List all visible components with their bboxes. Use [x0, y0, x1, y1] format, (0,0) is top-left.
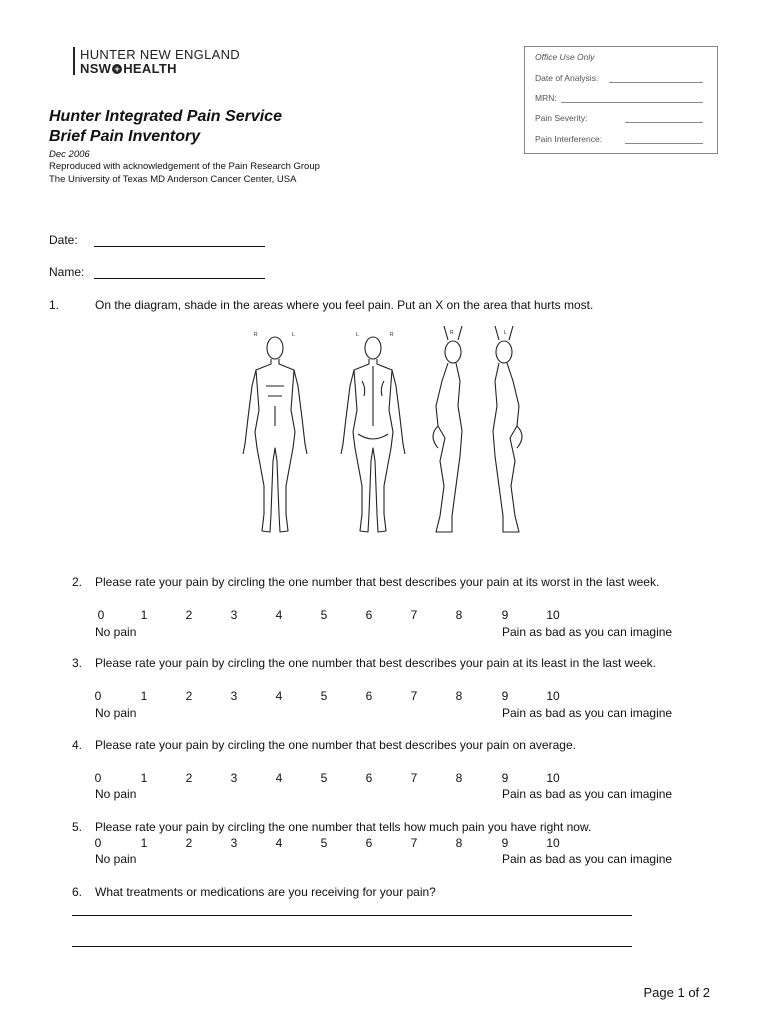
office-field-severity: Pain Severity: — [535, 113, 588, 123]
q5-option-3[interactable]: 3 — [230, 836, 238, 850]
q3-option-1[interactable]: 1 — [140, 689, 148, 703]
office-field-mrn: MRN: — [535, 93, 557, 103]
body-back-figure[interactable] — [341, 337, 405, 532]
q2-option-9[interactable]: 9 — [501, 608, 509, 622]
q5-option-2[interactable]: 2 — [185, 836, 193, 850]
q4-option-5[interactable]: 5 — [320, 771, 328, 785]
q3-option-9[interactable]: 9 — [501, 689, 509, 703]
q3-option-10[interactable]: 10 — [546, 689, 560, 703]
name-label: Name: — [49, 265, 85, 279]
q4-option-10[interactable]: 10 — [546, 771, 560, 785]
office-field-date: Date of Analysis: — [535, 73, 599, 83]
q2-option-3[interactable]: 3 — [230, 608, 238, 622]
body-diagram[interactable] — [240, 326, 530, 546]
office-date-line[interactable] — [609, 82, 703, 83]
q2-option-6[interactable]: 6 — [365, 608, 373, 622]
q4-option-9[interactable]: 9 — [501, 771, 509, 785]
q5-option-9[interactable]: 9 — [501, 836, 509, 850]
body-side-left-figure[interactable] — [493, 326, 522, 532]
question-5-text: Please rate your pain by circling the one number that tells how much pain you have right now. — [95, 820, 592, 834]
q4-option-0[interactable]: 0 — [94, 771, 102, 785]
office-interference-line[interactable] — [625, 143, 703, 144]
acknowledgement-line1: Reproduced with acknowledgement of the Pain Research Group — [49, 161, 320, 172]
q3-high-label: Pain as bad as you can imagine — [502, 706, 673, 720]
diagram-label-front-left: L — [292, 332, 295, 338]
q2-option-2[interactable]: 2 — [185, 608, 193, 622]
page-subtitle: Brief Pain Inventory — [49, 128, 201, 145]
q5-low-label: No pain — [95, 852, 137, 866]
question-6-text: What treatments or medications are you receiving for your pain? — [95, 885, 436, 899]
question-4-number: 4. — [72, 738, 83, 752]
q2-option-10[interactable]: 10 — [546, 608, 560, 622]
name-field[interactable] — [94, 278, 265, 279]
page-title: Hunter Integrated Pain Service — [49, 108, 282, 125]
question-3-text: Please rate your pain by circling the one number that best describes your pain at its least in the last week. — [95, 656, 656, 670]
q2-option-7[interactable]: 7 — [410, 608, 418, 622]
q2-option-0[interactable]: 0 — [97, 608, 105, 622]
q4-option-4[interactable]: 4 — [275, 771, 283, 785]
q2-low-label: No pain — [95, 625, 137, 639]
office-mrn-line[interactable] — [561, 102, 703, 103]
body-side-right-figure[interactable] — [433, 326, 462, 532]
q4-low-label: No pain — [95, 787, 137, 801]
q4-option-6[interactable]: 6 — [365, 771, 373, 785]
q2-option-5[interactable]: 5 — [320, 608, 328, 622]
q2-option-1[interactable]: 1 — [140, 608, 148, 622]
q5-option-10[interactable]: 10 — [546, 836, 560, 850]
q5-option-4[interactable]: 4 — [275, 836, 283, 850]
office-use-box — [524, 46, 718, 154]
q4-option-8[interactable]: 8 — [455, 771, 463, 785]
q3-option-8[interactable]: 8 — [455, 689, 463, 703]
q3-option-2[interactable]: 2 — [185, 689, 193, 703]
q4-option-1[interactable]: 1 — [140, 771, 148, 785]
diagram-label-back-left: L — [356, 332, 359, 338]
q3-option-5[interactable]: 5 — [320, 689, 328, 703]
q3-option-3[interactable]: 3 — [230, 689, 238, 703]
form-date: Dec 2006 — [49, 149, 90, 160]
q5-high-label: Pain as bad as you can imagine — [502, 852, 673, 866]
question-2-number: 2. — [72, 575, 83, 589]
q4-option-7[interactable]: 7 — [410, 771, 418, 785]
logo-line2: NSW + HEALTH — [80, 61, 177, 76]
q5-option-5[interactable]: 5 — [320, 836, 328, 850]
q3-option-0[interactable]: 0 — [94, 689, 102, 703]
question-5-number: 5. — [72, 820, 83, 834]
diagram-label-side1: R — [450, 330, 454, 336]
q4-option-2[interactable]: 2 — [185, 771, 193, 785]
q2-option-8[interactable]: 8 — [455, 608, 463, 622]
q3-option-7[interactable]: 7 — [410, 689, 418, 703]
diagram-label-side2: L — [504, 330, 507, 336]
q5-option-6[interactable]: 6 — [365, 836, 373, 850]
q3-option-4[interactable]: 4 — [275, 689, 283, 703]
q2-option-4[interactable]: 4 — [275, 608, 283, 622]
q5-option-7[interactable]: 7 — [410, 836, 418, 850]
logo-divider — [73, 47, 75, 75]
date-field[interactable] — [94, 246, 265, 247]
question-1-text: On the diagram, shade in the areas where you feel pain. Put an X on the area that hurts most. — [95, 298, 594, 312]
q5-option-8[interactable]: 8 — [455, 836, 463, 850]
health-plus-icon: + — [112, 64, 122, 74]
date-label: Date: — [49, 233, 78, 247]
acknowledgement-line2: The University of Texas MD Anderson Cancer Center, USA — [49, 174, 297, 185]
diagram-label-back-right: R — [390, 332, 394, 338]
office-severity-line[interactable] — [625, 122, 703, 123]
q2-high-label: Pain as bad as you can imagine — [502, 625, 673, 639]
q3-option-6[interactable]: 6 — [365, 689, 373, 703]
body-front-figure[interactable] — [243, 337, 307, 532]
q6-answer-line-2[interactable] — [72, 946, 632, 947]
question-2-text: Please rate your pain by circling the one number that best describes your pain at its worst in the last week. — [95, 575, 660, 589]
q5-option-1[interactable]: 1 — [140, 836, 148, 850]
question-1-number: 1. — [49, 298, 60, 312]
q4-option-3[interactable]: 3 — [230, 771, 238, 785]
diagram-label-front-right: R — [254, 332, 258, 338]
q6-answer-line-1[interactable] — [72, 915, 632, 916]
logo-line1: HUNTER NEW ENGLAND — [80, 47, 240, 62]
page-number: Page 1 of 2 — [643, 985, 710, 1000]
office-field-interference: Pain Interference: — [535, 134, 603, 144]
q4-high-label: Pain as bad as you can imagine — [502, 787, 673, 801]
q5-option-0[interactable]: 0 — [94, 836, 102, 850]
question-6-number: 6. — [72, 885, 83, 899]
question-4-text: Please rate your pain by circling the one number that best describes your pain on average. — [95, 738, 576, 752]
q3-low-label: No pain — [95, 706, 137, 720]
question-3-number: 3. — [72, 656, 83, 670]
office-heading: Office Use Only — [535, 52, 595, 62]
